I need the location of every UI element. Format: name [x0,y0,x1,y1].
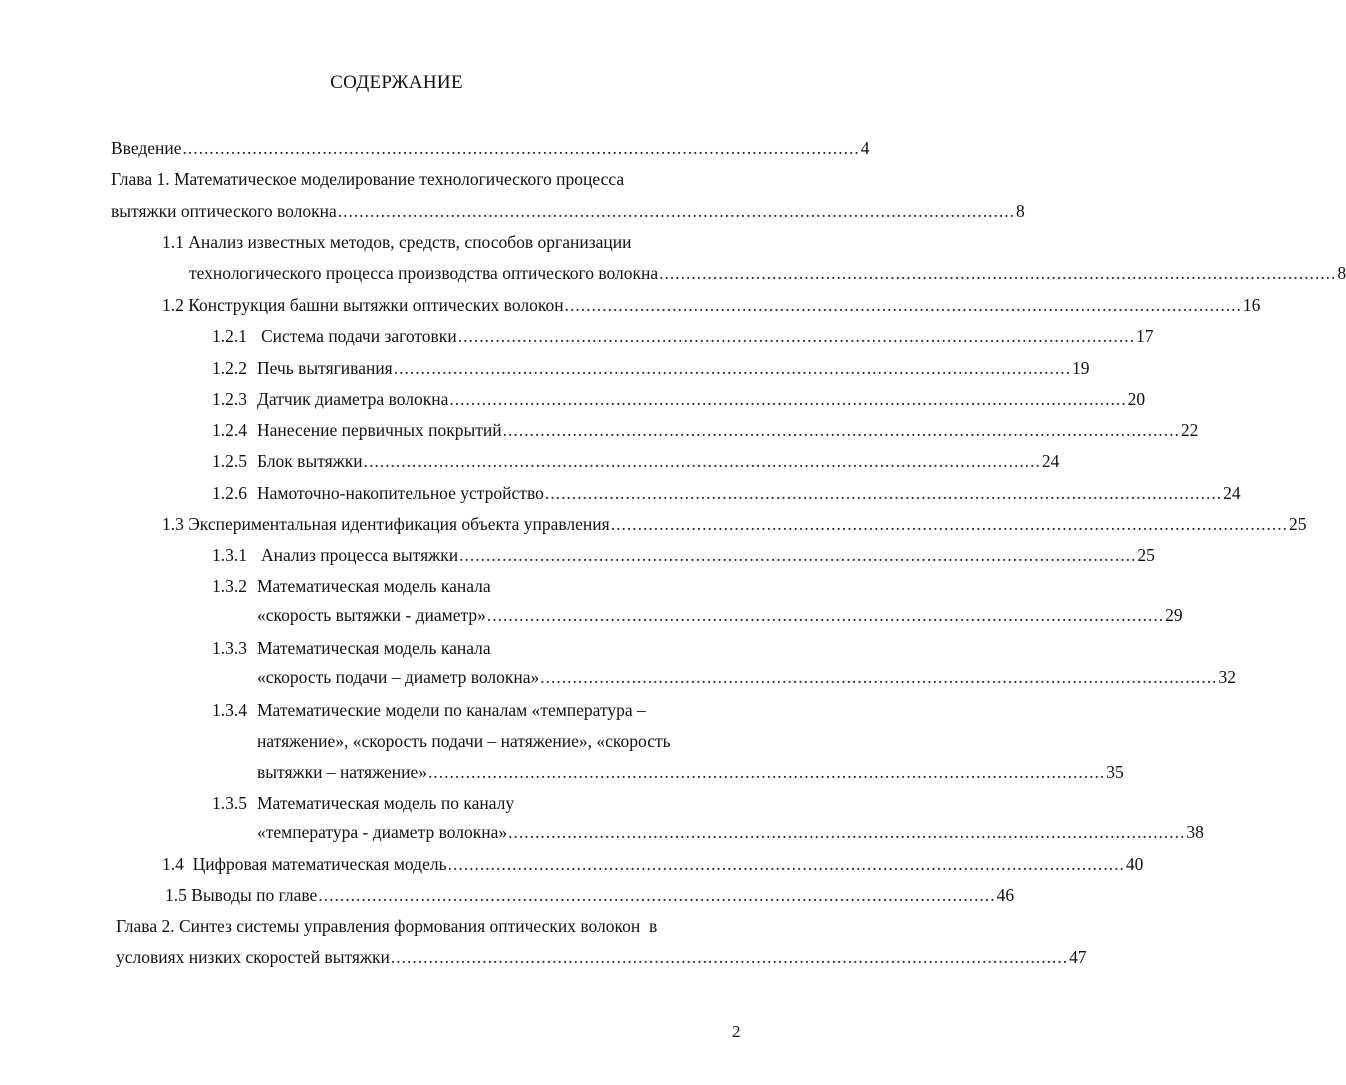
toc-entry-text: 1.4 Цифровая математическая модель [162,854,447,874]
toc-entry-1-3-3-cont [257,665,1236,689]
toc-leader-dots: .............................................................................................................................. [457,326,1135,346]
toc-page-number: 46 [996,885,1015,905]
toc-entry-1-1 [162,230,722,254]
toc-entry-text: Намоточно-накопительное устройство [257,483,544,503]
toc-leader-dots: .............................................................................................................................. [544,483,1223,503]
toc-entry-1-3-2-cont [257,603,1183,627]
toc-page-number: 17 [1135,326,1154,346]
toc-page-number: 19 [1072,358,1090,378]
toc-leader-dots: .............................................................................................................................. [337,201,1015,221]
toc-entry-1-4 [162,852,1144,876]
toc-entry-1-2-4 [212,418,1199,442]
toc-entry-1-3 [162,512,1307,536]
toc-entry-text: Математическая модель канала [257,576,491,596]
toc-entry-number: 1.2.2 [212,358,247,378]
toc-entry-text: вытяжки оптического волокна [111,201,337,221]
toc-leader-dots: .............................................................................................................................. [486,605,1165,625]
toc-entry-1-3-2 [212,574,732,598]
toc-entry-1-2-1 [212,324,1154,348]
toc-entry-chapter-1-cont [111,199,1025,223]
toc-page-number: 25 [1288,514,1307,534]
toc-entry-chapter-2 [116,914,736,938]
toc-entry-1-2-6 [212,481,1241,505]
toc-page-number: 22 [1180,420,1199,440]
toc-page-number: 24 [1041,451,1060,471]
toc-entry-text: Датчик диаметра волокна [257,389,449,409]
toc-leader-dots: .............................................................................................................................. [540,667,1218,687]
toc-page-number: 8 [1015,201,1025,221]
toc-leader-dots: .............................................................................................................................. [447,854,1125,874]
toc-entry-text: Глава 2. Синтез системы управления формования оптических волокон в [116,916,658,936]
toc-entry-text: Система подачи заготовки [261,326,457,346]
toc-entry-1-5 [165,883,1015,907]
toc-entry-number: 1.2.5 [212,451,247,471]
toc-page-number: 38 [1186,822,1204,842]
toc-leader-dots: .............................................................................................................................. [659,263,1337,283]
toc-entry-number: 1.2.3 [212,389,247,409]
toc-entry-text: 1.1 Анализ известных методов, средств, способов организации [162,232,632,252]
toc-entry-text: Нанесение первичных покрытий [257,420,502,440]
toc-entry-number: 1.3.2 [212,576,247,596]
toc-entry-text: Математическая модель канала [257,638,491,658]
toc-entry-1-1-cont [189,261,1346,285]
toc-leader-dots: .............................................................................................................................. [564,295,1242,315]
toc-entry-1-3-4-cont2 [257,760,1124,784]
toc-entry-text: Введение [111,138,182,158]
toc-leader-dots: .............................................................................................................................. [610,514,1288,534]
toc-leader-dots: .............................................................................................................................. [427,762,1106,782]
toc-leader-dots: .............................................................................................................................. [182,138,860,158]
toc-entry-1-3-4-cont [257,729,737,753]
toc-leader-dots: .............................................................................................................................. [459,545,1137,565]
toc-page-number: 24 [1223,483,1241,503]
toc-entry-1-2 [162,293,1261,317]
toc-page-number: 25 [1137,545,1155,565]
page-title: СОДЕРЖАНИЕ [330,72,463,93]
toc-page-number: 29 [1165,605,1183,625]
toc-entry-number: 1.3.4 [212,700,247,720]
toc-entry-text: Математическая модель по каналу [257,793,515,813]
toc-entry-chapter-2-cont [116,945,1087,969]
toc-page-number: 32 [1218,667,1236,687]
toc-entry-1-3-3 [212,636,732,660]
toc-entry-text: вытяжки – натяжение» [257,762,427,782]
toc-page-number: 40 [1125,854,1144,874]
toc-entry-1-2-5 [212,449,1060,473]
toc-entry-1-3-1 [212,543,1155,567]
toc-page-number: 35 [1106,762,1124,782]
toc-entry-chapter-1 [111,167,711,191]
toc-entry-text: «скорость подачи – диаметр волокна» [257,667,540,687]
toc-page-number: 4 [860,138,870,158]
toc-entry-number: 1.2.1 [212,326,247,346]
toc-entry-text: Блок вытяжки [257,451,363,471]
toc-leader-dots: .............................................................................................................................. [502,420,1180,440]
toc-entry-1-2-3 [212,387,1146,411]
toc-leader-dots: .............................................................................................................................. [508,822,1186,842]
toc-entry-text: «скорость вытяжки - диаметр» [257,605,486,625]
toc-entry-text: Математические модели по каналам «температура – [257,700,646,720]
toc-entry-text: Глава 1. Математическое моделирование технологического процесса [111,169,625,189]
toc-entry-text: Анализ процесса вытяжки [261,545,459,565]
toc-leader-dots: .............................................................................................................................. [363,451,1041,471]
toc-entry-number: 1.3.1 [212,545,247,565]
toc-leader-dots: .............................................................................................................................. [318,885,996,905]
toc-entry-text: технологического процесса производства оптического волокна [189,263,659,283]
toc-entry-introduction [111,136,870,160]
toc-page-number: 20 [1127,389,1146,409]
toc-entry-text: условиях низких скоростей вытяжки [116,947,390,967]
toc-entry-1-3-5 [212,791,732,815]
toc-entry-1-3-4 [212,698,732,722]
toc-entry-text: 1.5 Выводы по главе [165,885,318,905]
toc-page-number: 16 [1242,295,1261,315]
toc-entry-number: 1.3.3 [212,638,247,658]
toc-entry-text: «температура - диаметр волокна» [257,822,508,842]
toc-entry-number: 1.2.4 [212,420,247,440]
toc-leader-dots: .............................................................................................................................. [393,358,1071,378]
toc-entry-text: Печь вытягивания [257,358,393,378]
toc-page-number: 8 [1337,263,1346,283]
toc-entry-1-3-5-cont [257,820,1204,844]
toc-leader-dots: .............................................................................................................................. [449,389,1127,409]
toc-entry-number: 1.3.5 [212,793,247,813]
toc-entry-text: натяжение», «скорость подачи – натяжение», «скорость [257,731,671,751]
toc-entry-1-2-2 [212,356,1090,380]
toc-entry-text: 1.3 Экспериментальная идентификация объекта управления [162,514,610,534]
toc-leader-dots: .............................................................................................................................. [390,947,1069,967]
toc-entry-text: 1.2 Конструкция башни вытяжки оптических волокон [162,295,564,315]
page-number: 2 [732,1022,741,1041]
toc-page-number: 47 [1069,947,1087,967]
toc-entry-number: 1.2.6 [212,483,247,503]
